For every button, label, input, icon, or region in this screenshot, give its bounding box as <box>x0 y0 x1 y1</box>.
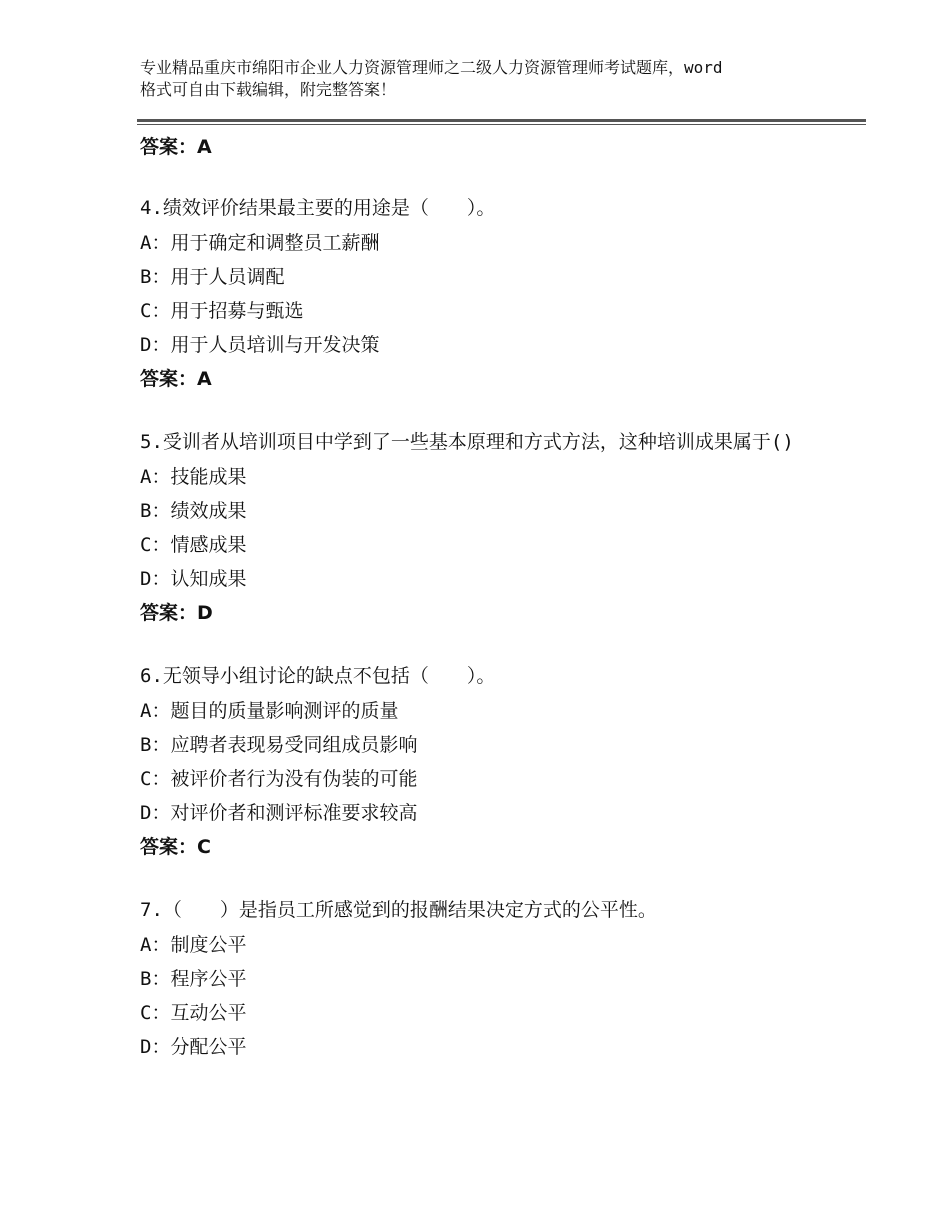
option-c: C：被评价者行为没有伪装的可能 <box>140 768 418 790</box>
question-text: 7.（ ）是指员工所感觉到的报酬结果决定方式的公平性。 <box>140 899 657 921</box>
option-d: D：认知成果 <box>140 568 247 590</box>
option-a: A：用于确定和调整员工薪酬 <box>140 232 380 254</box>
answer-label: 答案：A <box>140 368 212 390</box>
answer-label: 答案：D <box>140 602 213 624</box>
option-b: B：应聘者表现易受同组成员影响 <box>140 734 418 756</box>
option-b: B：用于人员调配 <box>140 266 285 288</box>
question-text: 6.无领导小组讨论的缺点不包括（ ）。 <box>140 665 496 687</box>
answer-label: 答案：A <box>140 136 212 158</box>
option-d: D：分配公平 <box>140 1036 247 1058</box>
question-4 <box>140 194 840 396</box>
question-7 <box>140 896 840 1064</box>
option-a: A：题目的质量影响测评的质量 <box>140 700 399 722</box>
header-rule-thick <box>137 119 866 122</box>
question-text: 5.受训者从培训项目中学到了一些基本原理和方式方法，这种培训成果属于() <box>140 431 794 453</box>
option-c: C：用于招募与甄选 <box>140 300 304 322</box>
option-d: D：对评价者和测评标准要求较高 <box>140 802 418 824</box>
option-b: B：绩效成果 <box>140 500 247 522</box>
option-a: A：制度公平 <box>140 934 247 956</box>
question-text: 4.绩效评价结果最主要的用途是（ ）。 <box>140 197 496 219</box>
question-5 <box>140 428 840 630</box>
question-list <box>140 130 840 1064</box>
answer-label: 答案：C <box>140 836 211 858</box>
question-6 <box>140 662 840 864</box>
header-line-2: 格式可自由下载编辑，附完整答案！ <box>140 80 397 99</box>
option-a: A：技能成果 <box>140 466 247 488</box>
option-d: D：用于人员培训与开发决策 <box>140 334 380 356</box>
option-c: C：情感成果 <box>140 534 247 556</box>
option-b: B：程序公平 <box>140 968 247 990</box>
header-rule-thin <box>137 124 866 125</box>
header-line-1: 专业精品重庆市绵阳市企业人力资源管理师之二级人力资源管理师考试题库，word <box>140 58 723 77</box>
document-header <box>140 57 840 101</box>
option-c: C：互动公平 <box>140 1002 247 1024</box>
